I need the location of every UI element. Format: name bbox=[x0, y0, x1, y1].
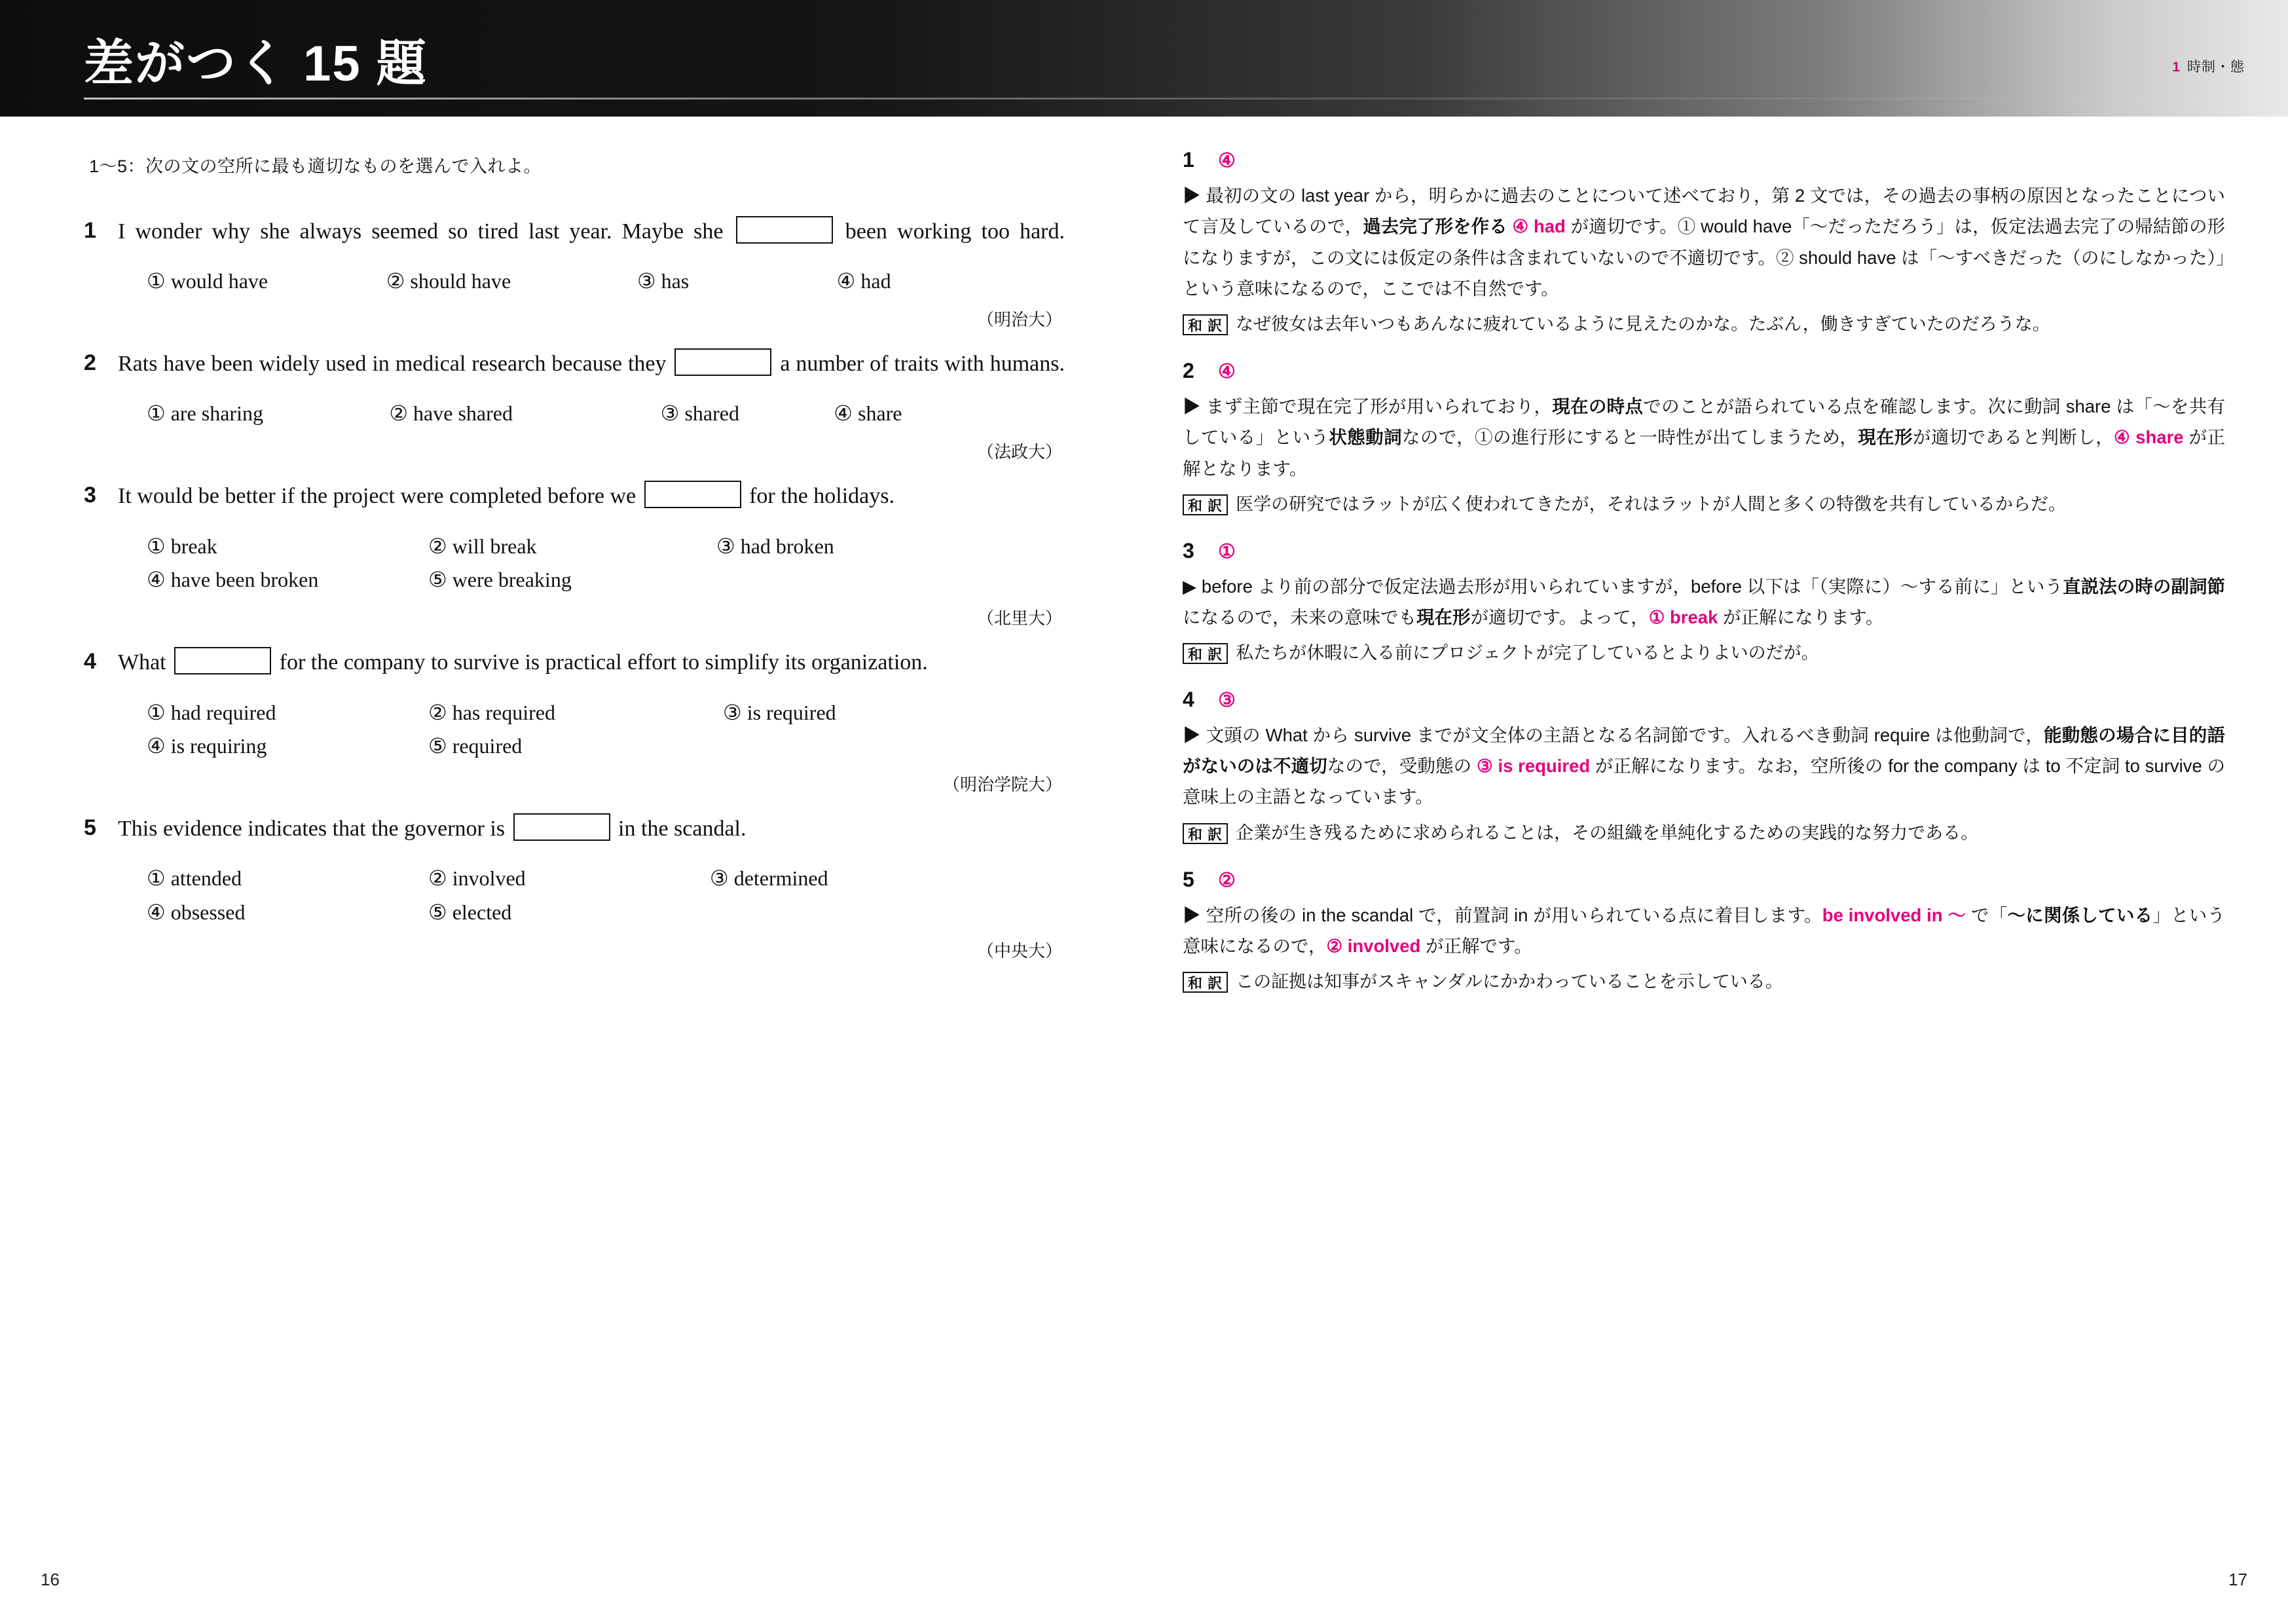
answer-header bbox=[1183, 868, 2225, 892]
choice-list bbox=[147, 530, 1065, 598]
choice-list bbox=[147, 862, 1065, 930]
translation-tag: 和 訳 bbox=[1183, 823, 1228, 844]
choice-row bbox=[147, 563, 1065, 597]
answer-header bbox=[1183, 359, 2225, 383]
question-header bbox=[84, 646, 1065, 678]
question-header bbox=[84, 348, 1065, 380]
choice-option[interactable]: ④ had bbox=[836, 269, 891, 293]
answer-number: 5 bbox=[1183, 867, 1194, 891]
answer-blank[interactable] bbox=[174, 647, 271, 674]
answer-header bbox=[1183, 148, 2225, 172]
answer-blank[interactable] bbox=[736, 216, 833, 244]
choice-option[interactable]: ④ obsessed bbox=[147, 900, 246, 925]
question-item bbox=[84, 813, 1065, 962]
question-source: （明治大） bbox=[976, 310, 1062, 330]
question-item bbox=[84, 215, 1065, 331]
page-body bbox=[0, 117, 2288, 1624]
choice-option[interactable]: ④ share bbox=[834, 401, 902, 426]
question-text: It would be better if the project were completed before we for the holidays. bbox=[118, 480, 1065, 512]
choice-row bbox=[147, 265, 1065, 299]
answers-column bbox=[1143, 117, 2288, 1624]
answer-blank[interactable] bbox=[674, 348, 771, 376]
choice-option[interactable]: ② have shared bbox=[389, 401, 513, 426]
choice-option[interactable]: ⑤ elected bbox=[428, 900, 512, 925]
question-header bbox=[84, 480, 1065, 512]
translation-tag: 和 訳 bbox=[1183, 494, 1228, 515]
answer-list bbox=[1183, 148, 2225, 997]
question-text: This evidence indicates that the governor is in the scandal. bbox=[118, 813, 1065, 845]
question-number: 4 bbox=[84, 649, 96, 674]
choice-option[interactable]: ④ is requiring bbox=[147, 734, 267, 758]
choice-row bbox=[147, 530, 1065, 564]
chapter-name: 時制・態 bbox=[2187, 60, 2245, 75]
question-number: 2 bbox=[84, 350, 96, 376]
answer-item bbox=[1183, 688, 2225, 848]
answer-number: 4 bbox=[1183, 687, 1194, 711]
choice-row bbox=[147, 696, 1065, 730]
questions-column bbox=[0, 117, 1143, 1624]
choice-row bbox=[147, 729, 1065, 764]
translation-tag: 和 訳 bbox=[1183, 972, 1228, 993]
question-source: （中央大） bbox=[976, 941, 1062, 961]
answer-item bbox=[1183, 539, 2225, 668]
page-number-left: 16 bbox=[41, 1570, 60, 1589]
translation-text: この証拠は知事がスキャンダルにかかわっていることを示している。 bbox=[1236, 972, 1783, 992]
question-item bbox=[84, 646, 1065, 796]
choice-option[interactable]: ① attended bbox=[147, 866, 242, 891]
question-number: 5 bbox=[84, 815, 96, 841]
choice-option[interactable]: ① would have bbox=[147, 269, 268, 293]
translation-text: なぜ彼女は去年いつもあんなに疲れているように見えたのかな。たぶん，働きすぎていたのだろうな。 bbox=[1236, 314, 2050, 335]
choice-option[interactable]: ③ determined bbox=[710, 866, 828, 891]
translation-block bbox=[1183, 639, 2225, 668]
chapter-label bbox=[2172, 56, 2245, 76]
choice-option[interactable]: ③ is required bbox=[723, 700, 836, 724]
page-footer bbox=[0, 1545, 2288, 1624]
answer-explanation: ▶ 最初の文の last year から，明らかに過去のことについて述べており，第 2 文では，その過去の事柄の原因となったことについて言及しているので，過去完了形を作る ④ had が適切です。① would have「〜だっただろう」は，仮定法過去完了の帰結節の形になりますが，この文には仮定の条件は含まれていないので不適切です。② should have は「〜すべきだった（のにしなかった）」という意味になるので，ここでは不自然です。 bbox=[1183, 185, 2226, 299]
answer-explanation: ▶ before より前の部分で仮定法過去形が用いられていますが，before 以下は「（実際に）〜する前に」という直説法の時の副詞節になるので，未来の意味でも現在形が適切です。よって，① break が正解になります。 bbox=[1183, 576, 2226, 627]
choice-option[interactable]: ④ have been broken bbox=[147, 568, 319, 592]
correct-choice-badge: ② bbox=[1218, 869, 1236, 891]
translation-text: 私たちが休暇に入る前にプロジェクトが完了しているとよりよいのだが。 bbox=[1236, 643, 1819, 663]
question-item bbox=[84, 348, 1065, 463]
choice-row bbox=[147, 862, 1065, 896]
question-item bbox=[84, 480, 1065, 629]
question-source: （北里大） bbox=[976, 608, 1062, 629]
header-divider bbox=[84, 98, 2288, 100]
answer-header bbox=[1183, 688, 2225, 712]
choice-option[interactable]: ② will break bbox=[428, 534, 537, 558]
question-list bbox=[84, 215, 1065, 962]
correct-choice-badge: ① bbox=[1218, 540, 1236, 563]
question-header bbox=[84, 215, 1065, 248]
choice-option[interactable]: ② has required bbox=[428, 700, 555, 724]
choice-option[interactable]: ⑤ required bbox=[428, 734, 523, 758]
choice-option[interactable]: ③ had broken bbox=[716, 534, 834, 558]
question-number: 1 bbox=[84, 218, 96, 243]
translation-block bbox=[1183, 968, 2225, 997]
page-title: 差がつく 15 題 bbox=[84, 36, 428, 92]
answer-explanation: ▶ まず主節で現在完了形が用いられており，現在の時点でのことが語られている点を確認します。次に動詞 share は「〜を共有している」という状態動詞なので，①の進行形にすると一時性が出てしまうため，現在形が適切であると判断し，④ share が正解となります。 bbox=[1183, 396, 2226, 479]
choice-list bbox=[147, 397, 1065, 431]
answer-item bbox=[1183, 148, 2225, 339]
choice-option[interactable]: ③ shared bbox=[660, 401, 739, 426]
choice-option[interactable]: ② should have bbox=[386, 269, 511, 293]
choice-list bbox=[147, 265, 1065, 299]
question-number: 3 bbox=[84, 483, 96, 508]
answer-number: 3 bbox=[1183, 538, 1194, 563]
question-text: Rats have been widely used in medical research because they a number of traits with humans. bbox=[118, 348, 1065, 380]
correct-choice-badge: ④ bbox=[1218, 360, 1236, 382]
answer-number: 2 bbox=[1183, 358, 1194, 382]
translation-tag: 和 訳 bbox=[1183, 643, 1228, 664]
translation-block bbox=[1183, 819, 2225, 848]
chapter-number: 1 bbox=[2172, 60, 2181, 75]
choice-option[interactable]: ② involved bbox=[428, 866, 526, 891]
choice-list bbox=[147, 696, 1065, 764]
translation-block bbox=[1183, 490, 2225, 519]
answer-explanation: ▶ 文頭の What から survive までが文全体の主語となる名詞節です。入れるべき動詞 require は他動詞で，能動態の場合に目的語がないのは不適切なので，受動態の ③ is required が正解になります。なお，空所後の for the company は to 不定詞 to survive の意味上の主語となっています。 bbox=[1183, 724, 2226, 807]
answer-item bbox=[1183, 868, 2225, 997]
choice-option[interactable]: ③ has bbox=[637, 269, 690, 293]
question-source: （法政大） bbox=[976, 442, 1062, 462]
question-source: （明治学院大） bbox=[942, 775, 1062, 795]
answer-item bbox=[1183, 359, 2225, 519]
translation-text: 企業が生き残るために求められることは，その組織を単純化するための実践的な努力である。 bbox=[1236, 822, 1979, 843]
page-number-right: 17 bbox=[2228, 1570, 2247, 1589]
answer-blank[interactable] bbox=[513, 813, 610, 841]
instructions: 1〜5：次の文の空所に最も適切なものを選んで入れよ。 bbox=[89, 157, 542, 176]
answer-number: 1 bbox=[1183, 148, 1194, 172]
answer-header bbox=[1183, 539, 2225, 563]
question-header bbox=[84, 813, 1065, 845]
choice-row bbox=[147, 896, 1065, 930]
answer-explanation: ▶ 空所の後の in the scandal で，前置詞 in が用いられている点に着目します。be involved in 〜 で「〜に関係している」という意味になるので，② involved が正解です。 bbox=[1183, 904, 2226, 956]
choice-option[interactable]: ⑤ were breaking bbox=[428, 568, 572, 592]
choice-row bbox=[147, 397, 1065, 431]
choice-option[interactable]: ① had required bbox=[147, 700, 276, 724]
choice-option[interactable]: ① are sharing bbox=[147, 401, 263, 426]
correct-choice-badge: ④ bbox=[1218, 150, 1236, 172]
translation-block bbox=[1183, 310, 2225, 339]
page-header bbox=[0, 0, 2288, 117]
question-text: I wonder why she always seemed so tired last year. Maybe she been working too hard. bbox=[118, 215, 1065, 248]
correct-choice-badge: ③ bbox=[1218, 689, 1236, 711]
answer-blank[interactable] bbox=[644, 481, 741, 508]
translation-text: 医学の研究ではラットが広く使われてきたが，それはラットが人間と多くの特徴を共有しているからだ。 bbox=[1236, 494, 2067, 514]
question-text: What for the company to survive is practical effort to simplify its organization. bbox=[118, 646, 1065, 678]
choice-option[interactable]: ① break bbox=[147, 534, 217, 558]
translation-tag: 和 訳 bbox=[1183, 314, 1228, 335]
